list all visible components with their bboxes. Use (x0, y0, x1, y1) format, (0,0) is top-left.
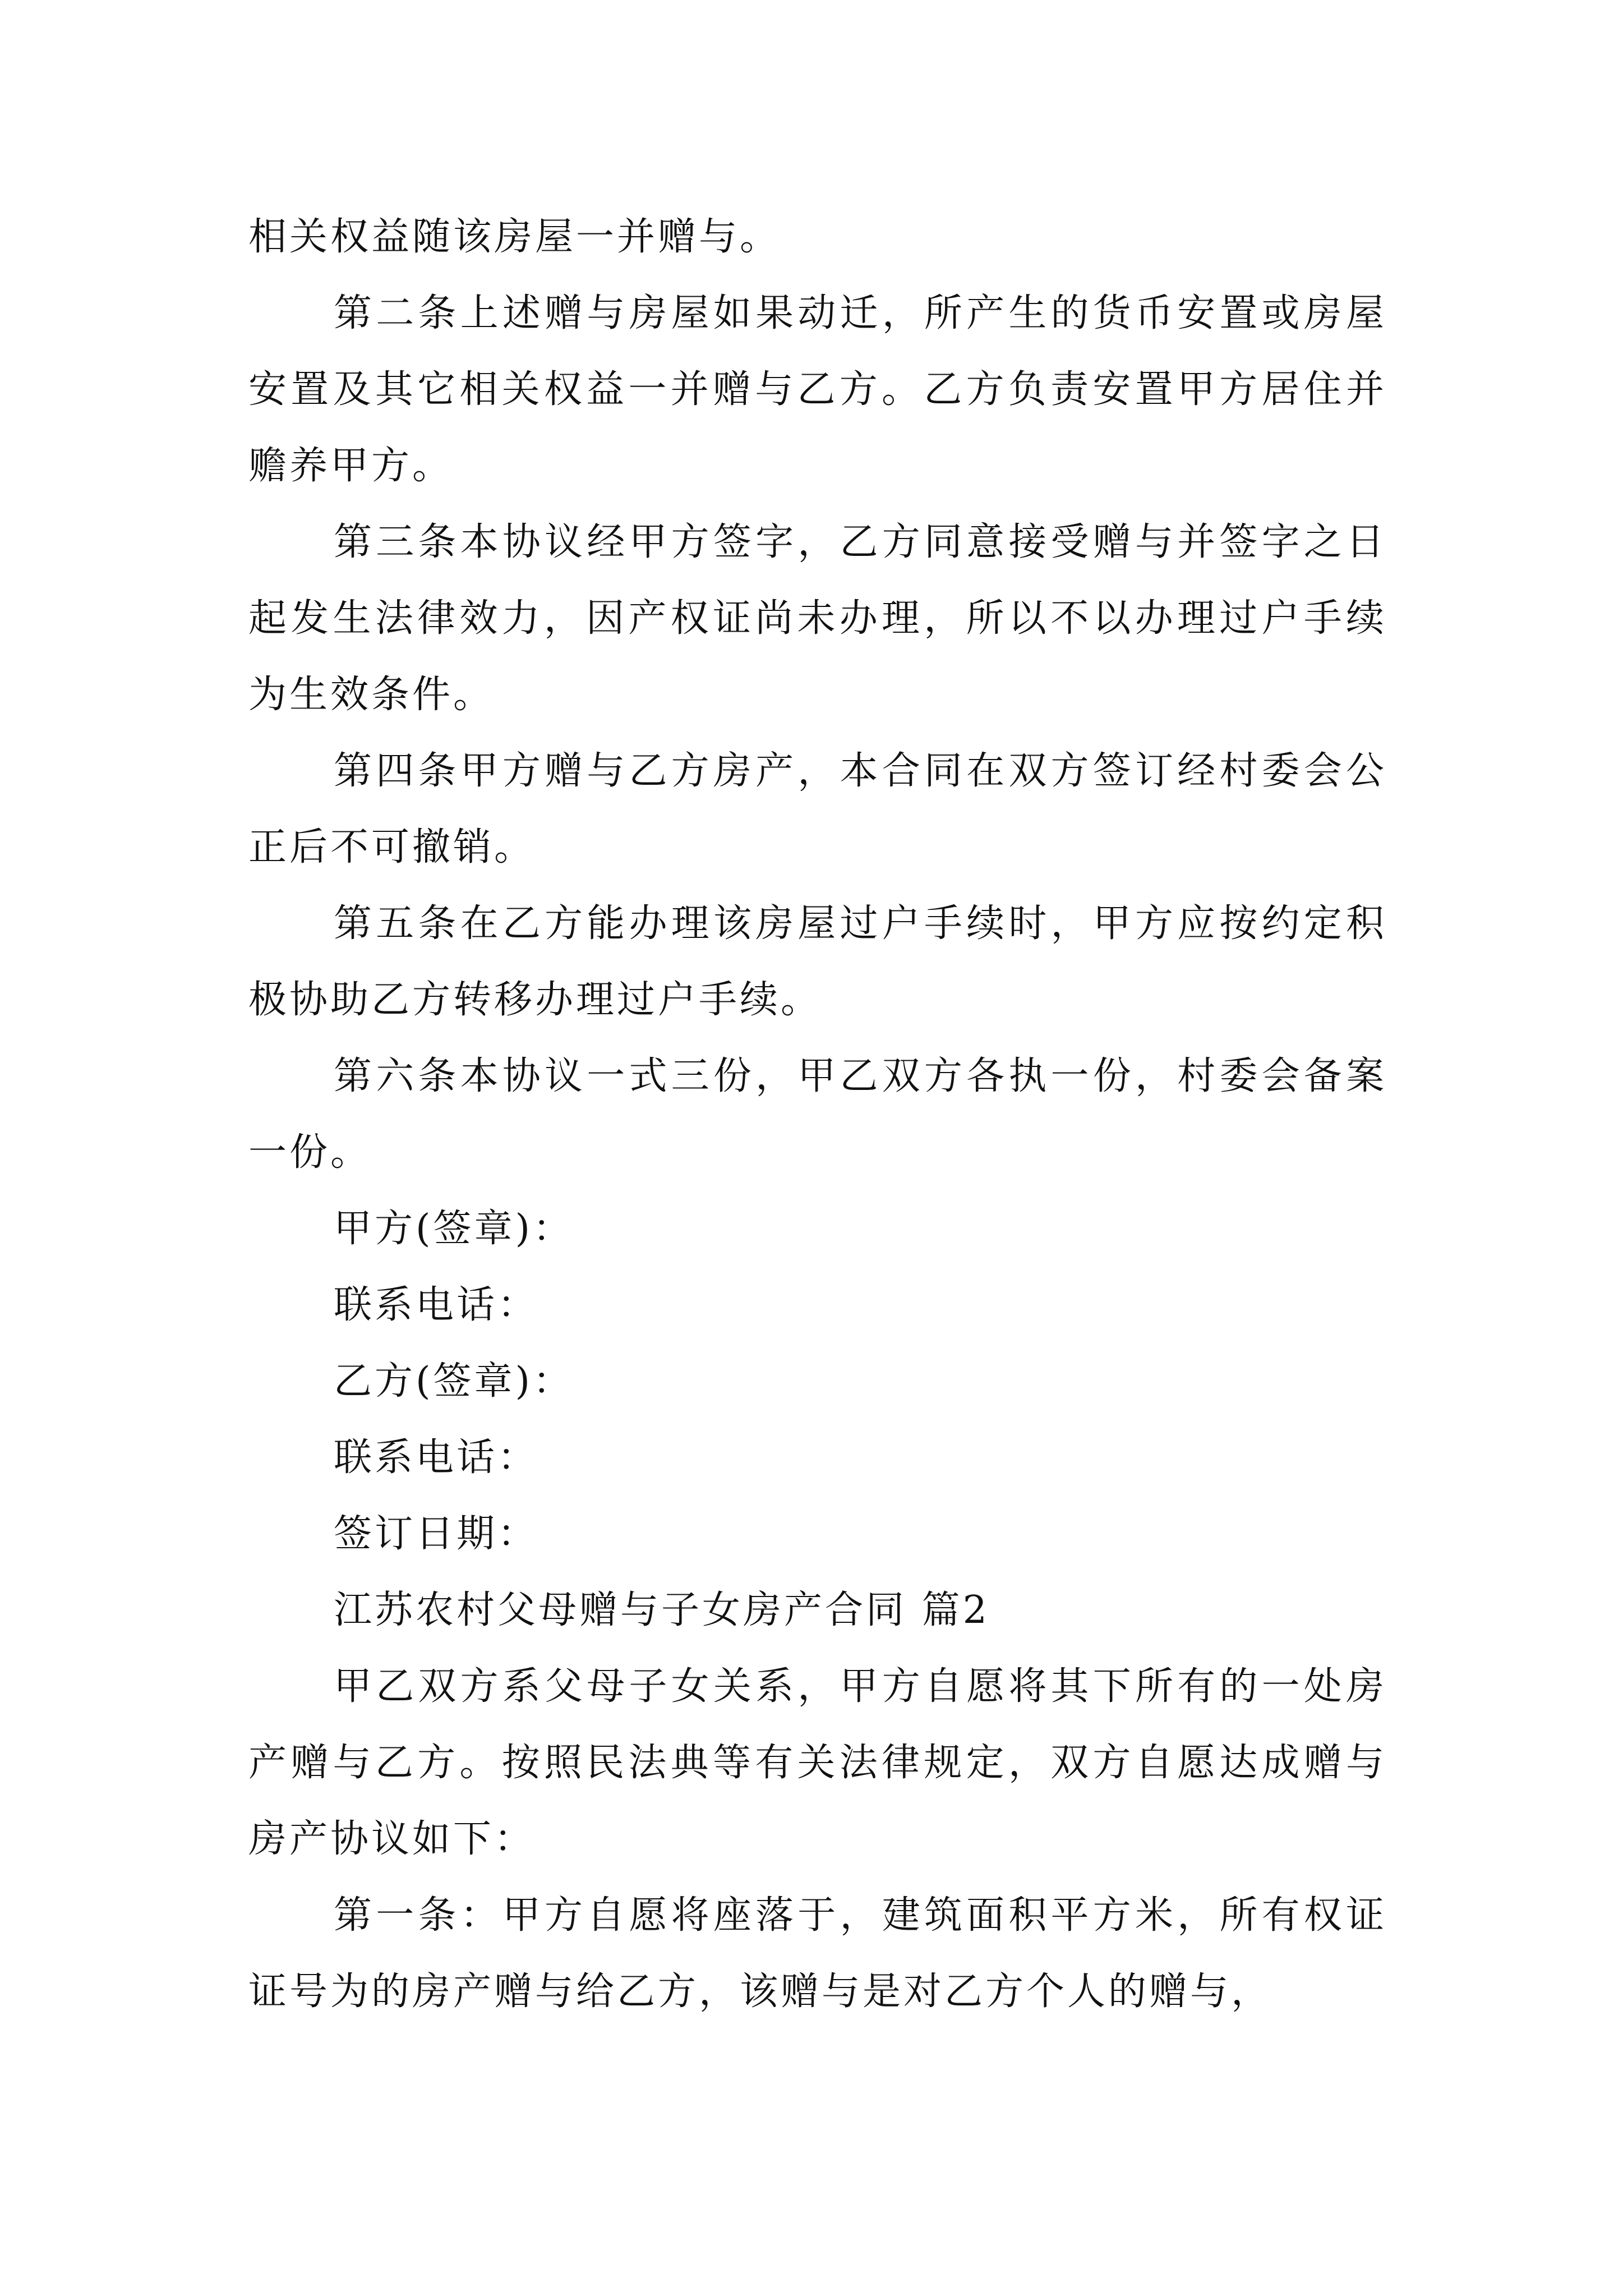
party-b-signature-label: 乙方(签章)： (334, 1359, 574, 1404)
signing-date-label: 签订日期： (334, 1512, 539, 1556)
paragraph-article-3: 第三条本协议经甲方签字，乙方同意接受赠与并签字之日起发生法律效力，因产权证尚未办理，所以不以办理过户手续为生效条件。 (248, 520, 1387, 717)
paragraph-article-5: 第五条在乙方能办理该房屋过户手续时，甲方应按约定积极协助乙方转移办理过户手续。 (248, 901, 1387, 1022)
paragraph-article-2: 第二条上述赠与房屋如果动迁，所产生的货币安置或房屋安置及其它相关权益一并赠与乙方。乙方负责安置甲方居住并赡养甲方。 (248, 291, 1387, 488)
party-a-signature-label: 甲方(签章)： (334, 1207, 574, 1251)
party-a-phone-label: 联系电话： (334, 1283, 539, 1327)
paragraph-intro: 甲乙双方系父母子女关系，甲方自愿将其下所有的一处房产赠与乙方。按照民法典等有关法律规定，双方自愿达成赠与房产协议如下： (248, 1664, 1387, 1861)
paragraph-article-4: 第四条甲方赠与乙方房产，本合同在双方签订经村委会公正后不可撤销。 (248, 749, 1387, 869)
paragraph-article-6: 第六条本协议一式三份，甲乙双方各执一份，村委会备案一份。 (248, 1054, 1387, 1175)
paragraph-continuation: 相关权益随该房屋一并赠与。 (248, 215, 781, 259)
party-b-phone-label: 联系电话： (334, 1435, 539, 1480)
paragraph-article-1: 第一条：甲方自愿将座落于，建筑面积平方米，所有权证证号为的房产赠与给乙方，该赠与是对乙方个人的赠与， (248, 1893, 1387, 2014)
section-title: 江苏农村父母赠与子女房产合同 篇2 (334, 1588, 990, 1632)
document-body (248, 199, 1387, 2030)
